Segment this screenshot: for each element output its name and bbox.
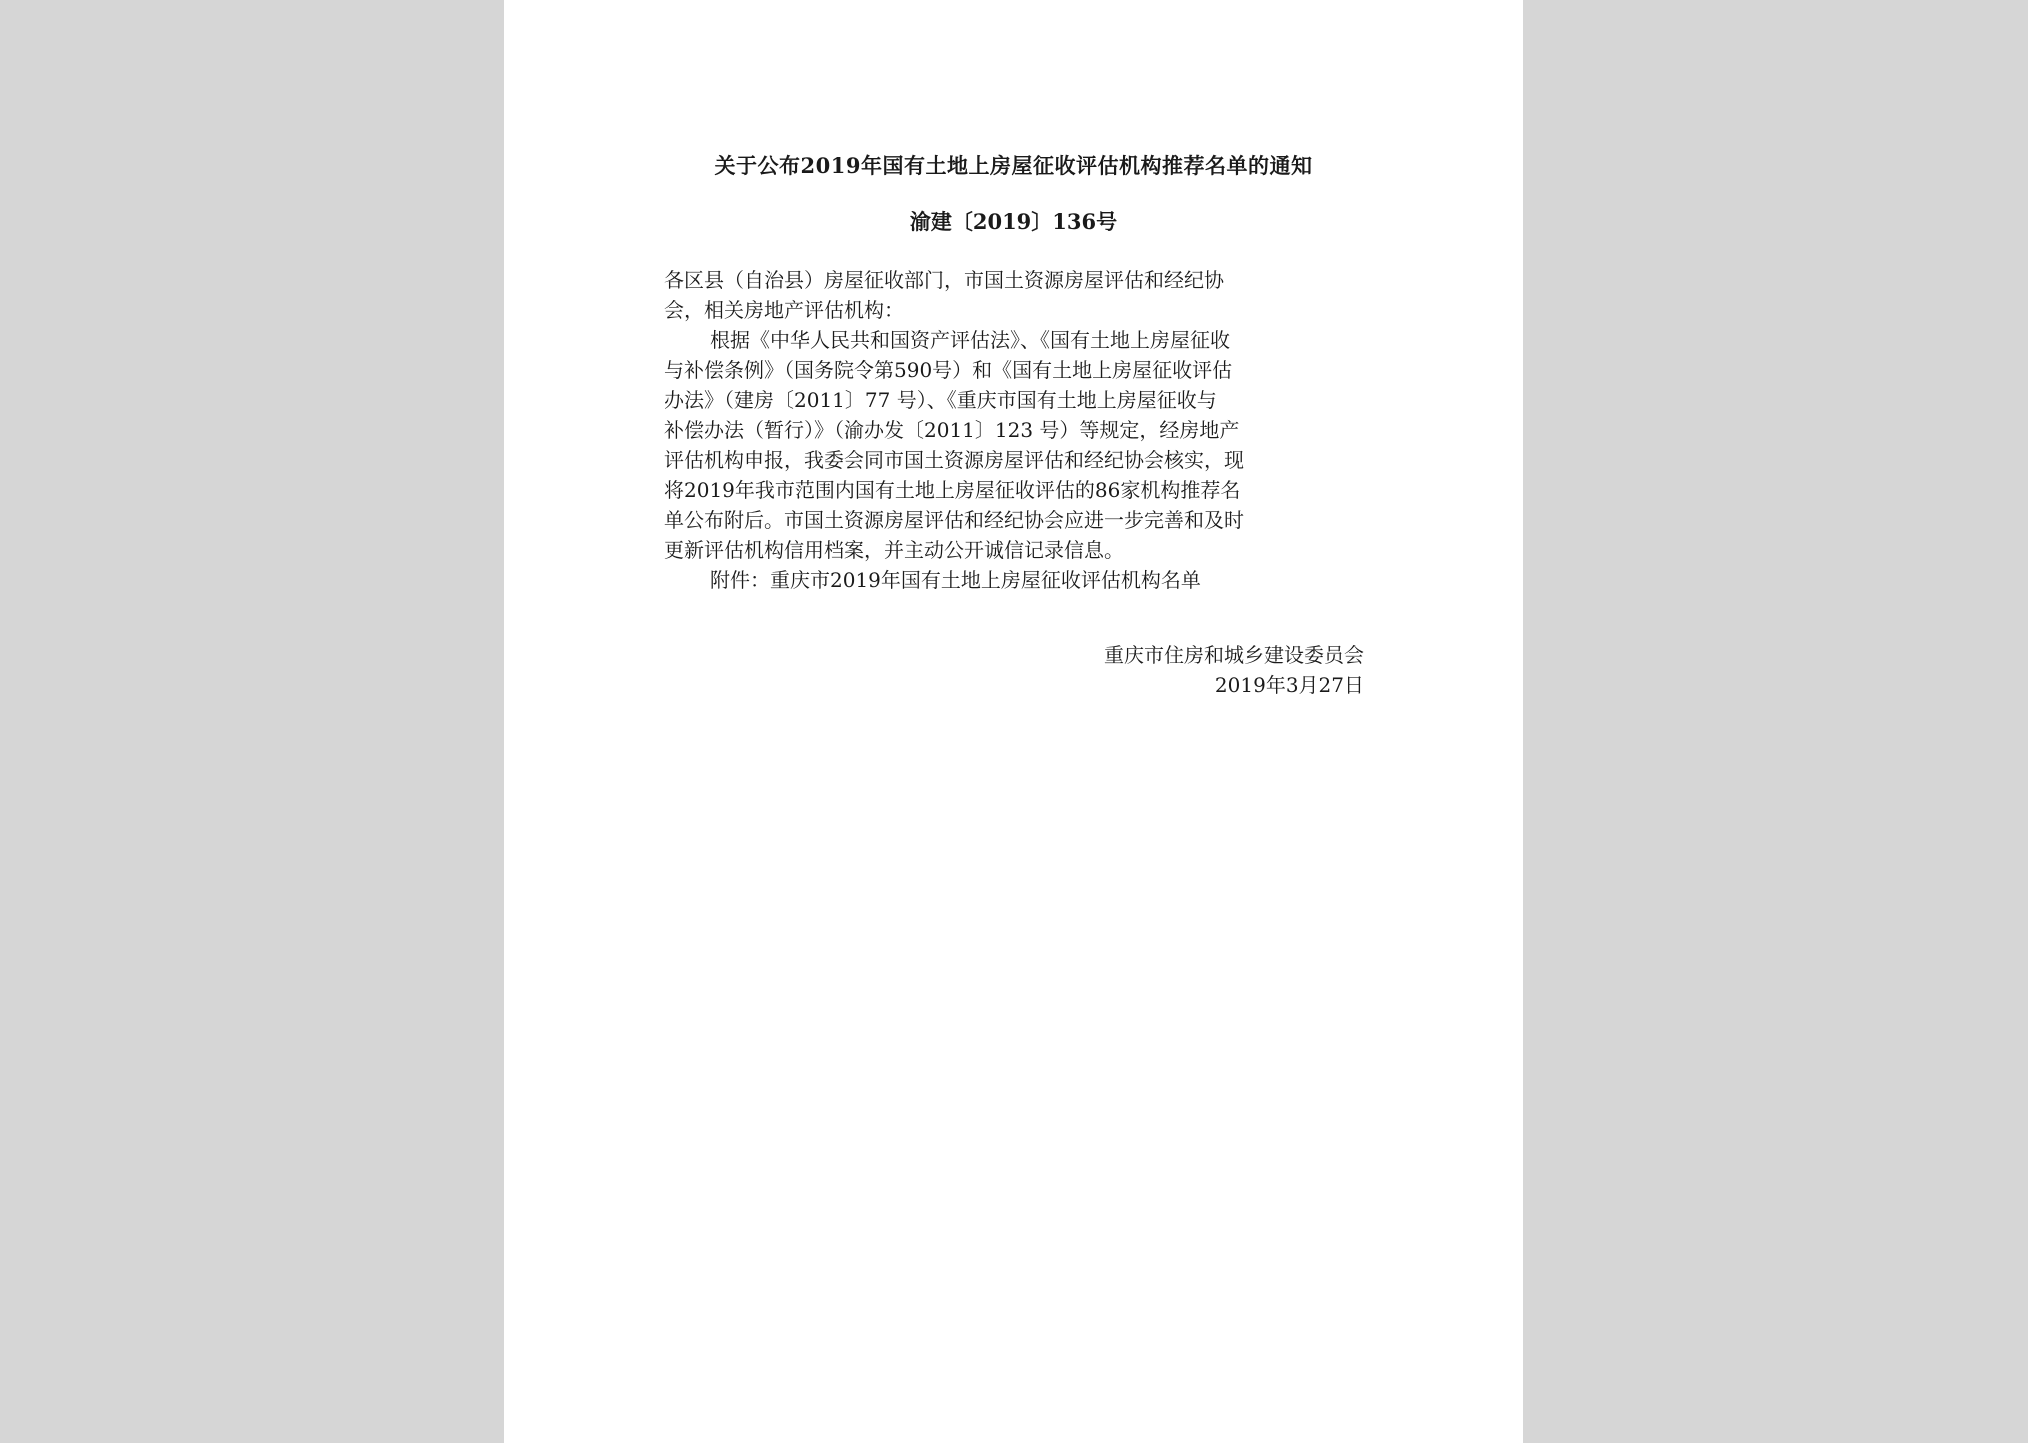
body-line: 根据《中华人民共和国资产评估法》、《国有土地上房屋征收	[710, 328, 1230, 352]
body-line: 各区县（自治县）房屋征收部门，市国土资源房屋评估和经纪协	[664, 268, 1224, 292]
document-number: 渝建〔2019〕136号	[909, 209, 1118, 234]
document-page	[504, 0, 1523, 1443]
body-line: 补偿办法（暂行）》（渝办发〔2011〕123 号）等规定，经房地产	[664, 418, 1240, 442]
body-line: 更新评估机构信用档案，并主动公开诚信记录信息。	[664, 538, 1124, 562]
body-line: 与补偿条例》（国务院令第590号）和《国有土地上房屋征收评估	[664, 358, 1233, 382]
issuer-name: 重庆市住房和城乡建设委员会	[1104, 643, 1364, 667]
signature-block	[664, 640, 1364, 700]
issue-date: 2019年3月27日	[1214, 673, 1364, 697]
body-line: 会，相关房地产评估机构：	[664, 298, 904, 322]
body-line: 将2019年我市范围内国有土地上房屋征收评估的86家机构推荐名	[664, 478, 1241, 502]
document-title: 关于公布2019年国有土地上房屋征收评估机构推荐名单的通知	[714, 153, 1313, 178]
body-line: 评估机构申报，我委会同市国土资源房屋评估和经纪协会核实，现	[664, 448, 1244, 472]
body-line: 单公布附后。市国土资源房屋评估和经纪协会应进一步完善和及时	[664, 508, 1244, 532]
document-body	[664, 265, 1364, 595]
body-line: 办法》（建房〔2011〕77 号）、《重庆市国有土地上房屋征收与	[664, 388, 1217, 412]
attachment-line: 附件：重庆市2019年国有土地上房屋征收评估机构名单	[710, 568, 1201, 592]
